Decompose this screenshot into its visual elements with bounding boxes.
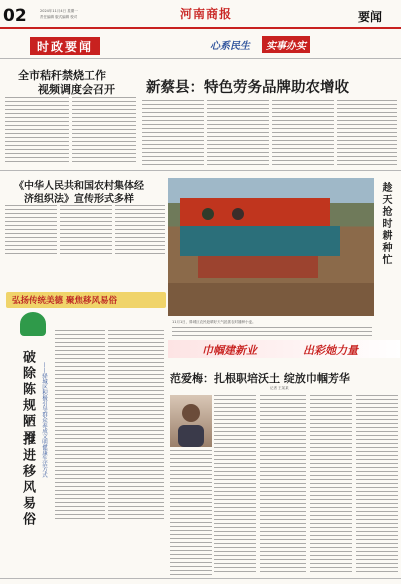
section-divider-1 (0, 170, 401, 171)
article-3-body-col-2 (60, 205, 112, 257)
article-2-title: 新蔡县：特色劳务品牌助农增收 (146, 79, 349, 96)
article-6-body-col-2 (260, 395, 306, 575)
page-number: 02 (3, 6, 27, 26)
sowing-photo-art (168, 178, 374, 316)
dateline-1: 2024年11月4日 星期一 (40, 9, 78, 13)
article-6-body-col-0 (170, 450, 212, 575)
masthead-logo: 河南商报 (180, 7, 233, 21)
dateline-2: 责任编辑 版式编辑 校对 (40, 15, 78, 19)
page-header (0, 0, 401, 30)
article-2-body-col-1 (142, 100, 204, 166)
article-1-body-col-1 (5, 97, 69, 165)
livelihood-banner-label-2: 实事办实 (262, 36, 310, 53)
article-1-title-line-2: 视频调度会召开 (38, 83, 115, 96)
article-6-body-col-1 (214, 395, 256, 575)
header-rule (0, 27, 401, 29)
sowing-photo (168, 178, 374, 316)
section-title: 要闻 (358, 10, 383, 24)
livelihood-banner-label-1: 心系民生 (210, 41, 250, 52)
article-4-body-col-1 (55, 330, 105, 520)
portrait-art (170, 395, 212, 447)
mores-vertical-title-2 (18, 432, 37, 528)
livelihood-banner (200, 36, 320, 53)
mores-vertical-title-2-text: 推进移风易俗 (20, 432, 35, 528)
article-1-title-line-1: 全市秸秆禁烧工作 (18, 69, 106, 82)
article-4-body-col-2 (108, 330, 164, 520)
mores-banner-label: 弘扬传统美德 聚焦移风易俗 (12, 296, 117, 306)
sowing-photo-caption: 11月1日，驿城区农民趁晴好天气抢抓农时播种小麦。 (172, 320, 256, 324)
article-6-body-col-3 (310, 395, 352, 575)
sowing-vertical-title-text: 趁天抢时耕种忙 (380, 182, 391, 266)
mores-emblem (20, 312, 46, 336)
article-1-body-col-2 (72, 97, 136, 165)
article-2-body-col-2 (207, 100, 269, 166)
politics-banner-label: 时政要闻 (37, 40, 94, 54)
article-2-body-col-3 (272, 100, 334, 166)
mores-subtitle (40, 362, 48, 562)
women-banner-label-1: 巾帼建新业 (202, 344, 257, 357)
article-2-body-col-4 (337, 100, 397, 166)
article-6-byline: 记者 王某某 (270, 386, 289, 390)
article-3-title-line-1: 《中华人民共和国农村集体经 (14, 181, 144, 192)
banner-divider (0, 58, 401, 59)
women-banner (168, 340, 400, 358)
portrait-photo (170, 395, 212, 447)
sowing-caption-lines (172, 327, 372, 337)
politics-banner (30, 37, 100, 55)
sowing-vertical-title (378, 182, 396, 266)
article-3-body-col-3 (115, 205, 165, 257)
women-banner-label-2: 出彩她力量 (303, 344, 358, 357)
article-6-body-col-4 (356, 395, 398, 575)
article-3-body-col-1 (5, 205, 57, 257)
mores-vertical-title-1-text: 破除陈规陋习 (20, 350, 35, 446)
mores-banner (6, 292, 166, 308)
article-3-title-line-2: 济组织法》宣传形式多样 (24, 194, 134, 205)
article-6-title: 范爱梅：扎根职培沃土 绽放巾帼芳华 (170, 372, 350, 385)
mores-subtitle-text: ——驿城区积极引导群众养成文明健康生活方式 (41, 362, 47, 478)
bottom-rule (0, 578, 401, 579)
